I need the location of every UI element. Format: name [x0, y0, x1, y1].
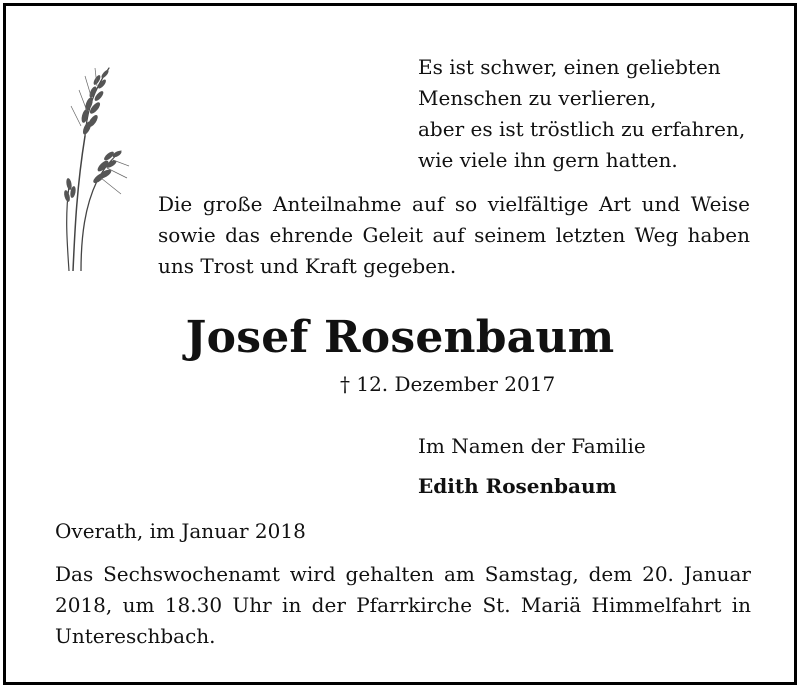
family-line: Im Namen der Familie	[418, 434, 646, 458]
wheat-ears-icon	[51, 66, 131, 271]
death-date: † 12. Dezember 2017	[340, 372, 556, 396]
thanks-line: sowie das ehrende Geleit auf seinem letzten Weg haben	[158, 223, 750, 247]
deceased-name: Josef Rosenbaum	[185, 312, 615, 363]
consolation-quote	[418, 52, 745, 176]
thanks-line: Die große Anteilnahme auf so vielfältige Art und Weise	[158, 192, 750, 216]
quote-line: Es ist schwer, einen geliebten	[418, 55, 721, 79]
quote-line: wie viele ihn gern hatten.	[418, 148, 678, 172]
place-date: Overath, im Januar 2018	[55, 519, 306, 543]
mass-notice	[55, 559, 751, 652]
thanks-paragraph	[158, 189, 750, 282]
signer-name: Edith Rosenbaum	[418, 474, 617, 498]
thanks-line: uns Trost und Kraft gegeben.	[158, 254, 457, 278]
notice-line: 2018, um 18.30 Uhr in der Pfarrkirche St. Mariä Himmelfahrt in	[55, 593, 751, 617]
obituary-card	[3, 3, 797, 685]
notice-line: Untereschbach.	[55, 624, 216, 648]
quote-line: aber es ist tröstlich zu erfahren,	[418, 117, 746, 141]
notice-line: Das Sechswochenamt wird gehalten am Samstag, dem 20. Januar	[55, 562, 751, 586]
quote-line: Menschen zu verlieren,	[418, 86, 657, 110]
family-signature	[418, 431, 646, 501]
